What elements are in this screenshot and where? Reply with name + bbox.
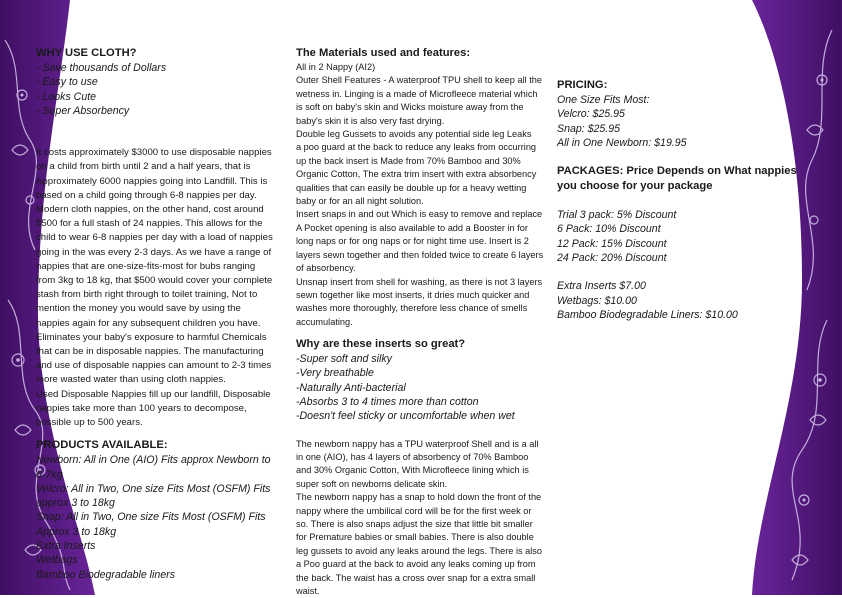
package-discount: 12 Pack: 15% Discount [557, 237, 667, 250]
newborn-paragraph: The newborn nappy has a TPU waterproof Shell and is a all in one (AIO), has 4 layers of absorbency of 70% Bamboo and 30% Organic Cotton, With Microfleece lining which is super soft on newborns delicate skin. [296, 438, 539, 489]
insert-point: -Doesn't feel sticky or uncomfortable when wet [296, 410, 515, 423]
why-point: - Super Absorbency [36, 104, 130, 117]
insert-point: -Absorbs 3 to 4 times more than cotton [296, 396, 479, 409]
materials-line: All in 2 Nappy (AI2) [296, 62, 376, 72]
materials-line: Insert snaps in and out Which is easy to remove and replace [296, 209, 543, 220]
insert-point: -Naturally Anti-bacterial [296, 381, 406, 394]
pricing-line: Snap: $25.95 [557, 122, 621, 135]
pricing-line: Velcro: $25.95 [557, 108, 625, 121]
insert-point: -Very breathable [296, 367, 374, 380]
materials-heading: The Materials used and features: [296, 47, 471, 59]
column-materials [296, 46, 546, 598]
pricing-heading: PRICING: [557, 79, 608, 91]
why-point: - Save thousands of Dollars [36, 62, 167, 74]
product-item: Newborn: All in One (AIO) Fits approx Newborn to 6-7kg [36, 454, 271, 481]
column-why-cloth [36, 46, 276, 582]
materials-line: Double leg Gussets to avoids any potential side leg Leaks [296, 129, 532, 140]
product-item: Extra Inserts [36, 540, 96, 553]
why-heading: WHY USE CLOTH? [36, 47, 137, 59]
packages-heading: PACKAGES: Price Depends on What nappies you choose for your package [557, 165, 797, 193]
materials-line: Outer Shell Features - A waterproof TPU shell to keep all the wetness in. Linging is a made of Microfleece material which is soft on baby's skin and Wicks moisture away from the baby's skin it is also very fast drying. [296, 75, 542, 126]
why-paragraph: Eliminates your baby's exposure to harmful Chemicals that can be in disposable nappies. The manufacturing and use of disposable nappies can amount to 2-3 times more wasted water than using cloth nappies. [36, 331, 272, 386]
extra-price: Extra Inserts $7.00 [557, 280, 646, 293]
pricing-line: All in One Newborn: $19.95 [557, 136, 687, 149]
why-paragraph: Modern cloth nappies, on the other hand, cost around $500 for a full stash of 24 nappies. This allows for the child to wear 6-8 nappies per day with a load of nappies going in the was every 2-3 days. As we have a range of nappies that are one-size-fits-most for bubs ranging from 3kg to 18 kg, that $500 would cover your complete stash from birth right through to toilet training, Not to mention the money you would save by using the nappies again for any subsequent children you have. [36, 204, 273, 329]
materials-line: a poo guard at the back to reduce any leaks from occurring up the back insert is Made from 70% Bamboo and 30% Organic Cotton, The extra trim insert with extra absorbency qualities that can easily be double up for a heavy wetting baby or for an all night solution. [296, 142, 537, 207]
inserts-heading: Why are these inserts so great? [296, 338, 466, 351]
package-discount: 24 Pack: 20% Discount [557, 252, 667, 265]
materials-line: A Pocket opening is also available to add a Booster in for long naps or for ong naps or for night time use. Insert is 2 layers sewn together and then folded twice to create 6 layers of absorbency. [296, 222, 544, 274]
extra-price: Wetbags: $10.00 [557, 294, 637, 307]
materials-line: Unsnap insert from shell for washing, as there is not 3 layers sewn together like most inserts, it dries much quicker and washes more thoroughly, therefore less chance of smells accumulating. [296, 276, 543, 327]
package-discount: 6 Pack: 10% Discount [557, 223, 661, 236]
newborn-paragraph: The newborn nappy has a snap to hold down the front of the nappy where the umbilical cord will be for the first week or so. There is also snaps adjust the size that little bit smaller for Premature babies or small babies. There is also double leg gussets to avoid any leaks around the legs. There is also a Poo guard at the back to avoid any leaks coming up from the back. The waist has a cross over snap for a extra small waist. [296, 492, 542, 597]
why-paragraph: Used Disposable Nappies fill up our landfill, Disposable nappies take more than 100 years to decompose, possible up to 500 years. [36, 388, 271, 429]
insert-point: -Super soft and silky [296, 353, 392, 366]
why-point: - Easy to use [36, 76, 98, 89]
pricing-line: One Size Fits Most: [557, 94, 650, 106]
products-heading: PRODUCTS AVAILABLE: [36, 439, 168, 452]
product-item: Snap: All in Two, One size Fits Most (OSFM) Fits Approx 3 to 18kg [36, 511, 266, 538]
product-item: Velcro: All in Two, One size Fits Most (OSFM) Fits approx 3 to 18kg [36, 482, 271, 510]
why-paragraph: It costs approximately $3000 to use disposable nappies on a child from birth until 2 and a half years, that is Approximately 6000 nappies going into Landfill. This is based on a child going through 6-8 nappies per day. [36, 147, 272, 201]
why-point: - Looks Cute [36, 90, 97, 103]
product-item: Wetbags [36, 554, 78, 567]
column-pricing [557, 34, 805, 322]
package-discount: Trial 3 pack: 5% Discount [557, 209, 677, 222]
extra-price: Bamboo Biodegradable Liners: $10.00 [557, 308, 738, 321]
product-item: Bamboo Biodegradable liners [36, 568, 175, 581]
